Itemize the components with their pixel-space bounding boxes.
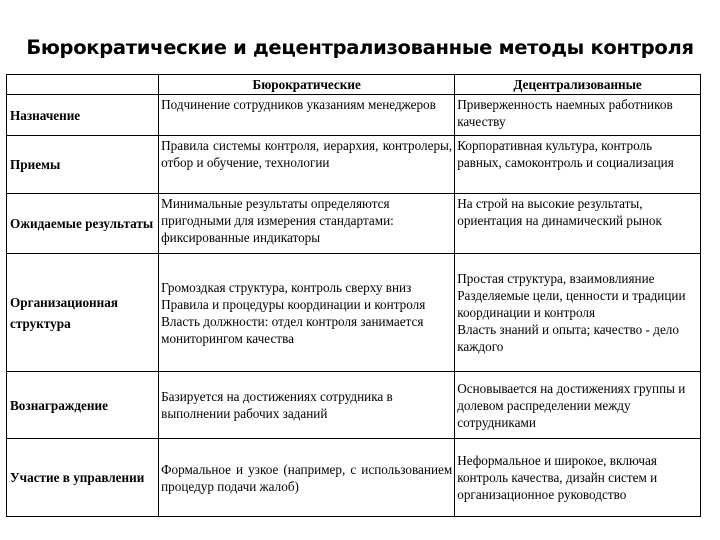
table-row bbox=[7, 372, 701, 439]
header-empty bbox=[7, 75, 159, 95]
row-label-reward: Вознаграждение bbox=[7, 372, 159, 439]
table-row bbox=[7, 439, 701, 517]
table-row bbox=[7, 254, 701, 372]
table-row bbox=[7, 95, 701, 136]
header-bureaucratic: Бюрократические bbox=[159, 75, 455, 95]
table-header-row bbox=[7, 75, 701, 95]
cell-bureaucratic: Правила системы контроля, иерархия, контролеры, отбор и обучение, технологии bbox=[159, 136, 455, 194]
cell-bureaucratic: Базируется на достижениях сотрудника в выполнении рабочих заданий bbox=[159, 372, 455, 439]
control-methods-table bbox=[6, 74, 701, 517]
cell-decentralized: Простая структура, взаимовлияние Разделяемые цели, ценности и традиции координации и контроля Власть знаний и опыта; качество - дело каждого bbox=[455, 254, 701, 372]
cell-decentralized: Приверженность наемных работников качеству bbox=[455, 95, 701, 136]
cell-decentralized: Основывается на достижениях группы и долевом распределении между сотрудниками bbox=[455, 372, 701, 439]
cell-bureaucratic: Минимальные результаты определяются пригодными для измерения стандартами: фиксированные индикаторы bbox=[159, 194, 455, 254]
row-label-participation: Участие в управлении bbox=[7, 439, 159, 517]
row-label-techniques: Приемы bbox=[7, 136, 159, 194]
cell-decentralized: На строй на высокие результаты, ориентация на динамический рынок bbox=[455, 194, 701, 254]
table-row bbox=[7, 194, 701, 254]
page-title: Бюрократические и децентрализованные методы контроля bbox=[26, 36, 694, 59]
cell-bureaucratic: Подчинение сотрудников указаниям менеджеров bbox=[159, 95, 455, 136]
row-label-expected-results: Ожидаемые результаты bbox=[7, 194, 159, 254]
cell-bureaucratic: Формальное и узкое (например, с использованием процедур подачи жалоб) bbox=[159, 439, 455, 517]
row-label-org-structure: Организационная структура bbox=[7, 254, 159, 372]
row-label-purpose: Назначение bbox=[7, 95, 159, 136]
cell-decentralized: Неформальное и широкое, включая контроль качества, дизайн систем и организационное руководство bbox=[455, 439, 701, 517]
cell-bureaucratic: Громоздкая структура, контроль сверху вниз Правила и процедуры координации и контроля Власть должности: отдел контроля занимается мониторингом качества bbox=[159, 254, 455, 372]
cell-decentralized: Корпоративная культура, контроль равных, самоконтроль и социализация bbox=[455, 136, 701, 194]
table-row bbox=[7, 136, 701, 194]
header-decentralized: Децентрализованные bbox=[455, 75, 701, 95]
